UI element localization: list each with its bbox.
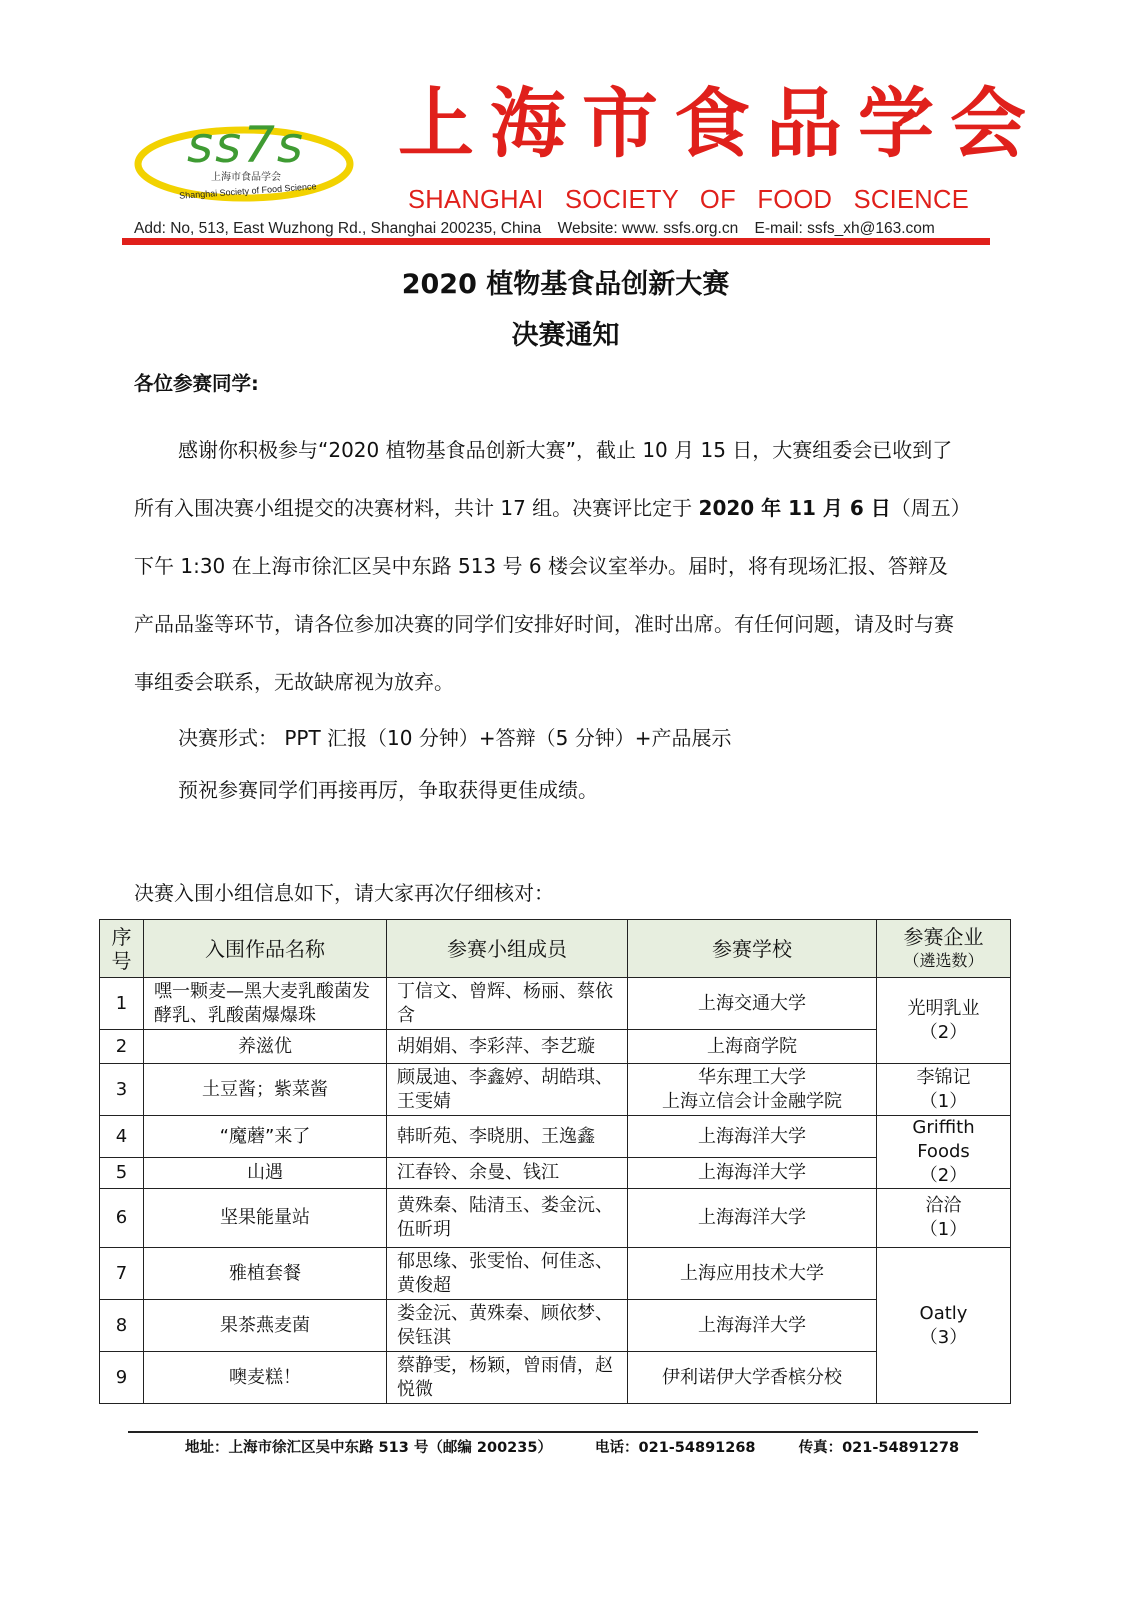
table-row xyxy=(100,1064,1011,1116)
letterhead-divider xyxy=(122,238,990,245)
cell-no: 9 xyxy=(100,1352,144,1404)
cell-school: 上海商学院 xyxy=(628,1030,877,1064)
body-paragraph xyxy=(134,421,964,711)
company-name: Griffith Foods xyxy=(912,1117,975,1162)
society-logo xyxy=(134,96,359,206)
cell-work: 土豆酱；紫菜酱 xyxy=(144,1064,387,1116)
body-text-b: （周五）下午 1:30 在上海市徐汇区吴中东路 513 号 6 楼会议室举办。届时，将有现场汇报、答辩及产品品鉴等环节，请各位参加决赛的同学们安排好时间，准时出席。有任何问题，请及时与赛事组委会联系，无故缺席视为放弃。 xyxy=(134,496,961,694)
cell-members: 黄殊秦、陆清玉、娄金沅、伍昕玥 xyxy=(387,1189,628,1248)
school-line-2: 上海立信会计金融学院 xyxy=(662,1090,842,1112)
body-text-a: 感谢你积极参与“2020 植物基食品创新大赛”，截止 10 月 15 日，大赛组委会已收到了所有入围决赛小组提交的决赛材料，共计 17 组。决赛评比定于 xyxy=(134,438,953,520)
cell-work: 噢麦糕！ xyxy=(144,1352,387,1404)
cell-work: 嘿一颗麦—黑大麦乳酸菌发酵乳、乳酸菌爆爆珠 xyxy=(144,978,387,1030)
table-row xyxy=(100,1158,1011,1189)
cell-work: 果茶燕麦菌 xyxy=(144,1300,387,1352)
company-count: （2） xyxy=(919,1165,968,1186)
company-count: （2） xyxy=(919,1021,968,1043)
cell-no: 3 xyxy=(100,1064,144,1116)
table-row xyxy=(100,1248,1011,1300)
document-title: 2020 植物基食品创新大赛 xyxy=(401,269,730,300)
cell-school: 上海海洋大学 xyxy=(628,1116,877,1158)
header-company xyxy=(877,920,1011,978)
footer-phone: 电话：021-54891268 xyxy=(595,1440,756,1456)
table-intro: 决赛入围小组信息如下，请大家再次仔细核对： xyxy=(134,881,554,905)
cell-work: 山遇 xyxy=(144,1158,387,1189)
header-members: 参赛小组成员 xyxy=(387,920,628,978)
company-count: （3） xyxy=(919,1326,968,1348)
cell-work: 养滋优 xyxy=(144,1030,387,1064)
cell-company xyxy=(877,1116,1011,1189)
table-row xyxy=(100,1300,1011,1352)
company-count: （1） xyxy=(919,1090,968,1112)
cell-company xyxy=(877,1189,1011,1248)
contact-line xyxy=(134,220,994,238)
cell-school: 伊利诺伊大学香槟分校 xyxy=(628,1352,877,1404)
cell-no: 7 xyxy=(100,1248,144,1300)
cell-company xyxy=(877,1064,1011,1116)
company-name: Oatly xyxy=(919,1302,968,1324)
final-date: 2020 年 11 月 6 日 xyxy=(698,496,891,520)
school-line-1: 华东理工大学 xyxy=(698,1066,806,1088)
cell-members: 江春铃、余曼、钱江 xyxy=(387,1158,628,1189)
table-row xyxy=(100,978,1011,1030)
header-school: 参赛学校 xyxy=(628,920,877,978)
final-format: 决赛形式： PPT 汇报（10 分钟）+答辩（5 分钟）+产品展示 xyxy=(178,726,732,750)
cell-school: 上海应用技术大学 xyxy=(628,1248,877,1300)
table-row xyxy=(100,1352,1011,1404)
footer-address: 地址：上海市徐汇区吴中东路 513 号（邮编 200235） xyxy=(185,1440,552,1456)
table-row xyxy=(100,1189,1011,1248)
cell-school: 上海海洋大学 xyxy=(628,1158,877,1189)
contact-email: E-mail: ssfs_xh@163.com xyxy=(754,220,935,237)
cell-school xyxy=(628,1064,877,1116)
footer-fax: 传真：021-54891278 xyxy=(798,1440,960,1456)
cell-members: 娄金沅、黄殊秦、顾依梦、侯钰淇 xyxy=(387,1300,628,1352)
cell-company xyxy=(877,1248,1011,1404)
cell-school: 上海海洋大学 xyxy=(628,1189,877,1248)
cell-members: 顾晟迪、李鑫婷、胡皓琪、王雯婧 xyxy=(387,1064,628,1116)
company-name: 光明乳业 xyxy=(907,997,980,1019)
contact-website: Website: www. ssfs.org.cn xyxy=(557,220,739,237)
cell-company xyxy=(877,978,1011,1064)
logo-cn-text: 上海市食品学会 xyxy=(211,172,281,183)
table-row xyxy=(100,1030,1011,1064)
cell-work: 坚果能量站 xyxy=(144,1189,387,1248)
salutation: 各位参赛同学: xyxy=(134,372,259,395)
cell-members: 胡娟娟、李彩萍、李艺璇 xyxy=(387,1030,628,1064)
company-name: 洽洽 xyxy=(925,1195,962,1216)
org-name-english: SHANGHAI SOCIETY OF FOOD SCIENCE xyxy=(408,186,970,214)
logo-mark: ss7s xyxy=(187,116,305,174)
document-subtitle: 决赛通知 xyxy=(511,320,620,351)
footer-divider xyxy=(128,1431,978,1433)
company-count: （1） xyxy=(919,1219,968,1240)
footer xyxy=(185,1436,997,1457)
logo-en-text: Shanghai Society of Food Science xyxy=(178,181,317,201)
cell-no: 5 xyxy=(100,1158,144,1189)
cell-work: 雅植套餐 xyxy=(144,1248,387,1300)
table-header-row xyxy=(100,920,1011,978)
cell-no: 8 xyxy=(100,1300,144,1352)
header-work: 入围作品名称 xyxy=(144,920,387,978)
table-row xyxy=(100,1116,1011,1158)
header-company-sub: （遴选数） xyxy=(903,950,984,970)
cell-members: 郁思缘、张雯怡、何佳忞、黄俊超 xyxy=(387,1248,628,1300)
contact-address: Add: No, 513, East Wuzhong Rd., Shanghai 200235, China xyxy=(134,220,542,237)
cell-no: 6 xyxy=(100,1189,144,1248)
header-company-label: 参赛企业 xyxy=(903,924,984,949)
cell-school: 上海海洋大学 xyxy=(628,1300,877,1352)
cell-members: 蔡静雯，杨颖，曾雨倩，赵悦微 xyxy=(387,1352,628,1404)
header-no: 序号 xyxy=(100,920,144,978)
cell-members: 丁信文、曾辉、杨丽、蔡依含 xyxy=(387,978,628,1030)
cell-members: 韩昕苑、李晓朋、王逸鑫 xyxy=(387,1116,628,1158)
cell-no: 4 xyxy=(100,1116,144,1158)
cell-no: 2 xyxy=(100,1030,144,1064)
cell-no: 1 xyxy=(100,978,144,1030)
cell-school: 上海交通大学 xyxy=(628,978,877,1030)
cell-work: “魔蘑”来了 xyxy=(144,1116,387,1158)
good-wishes: 预祝参赛同学们再接再厉，争取获得更佳成绩。 xyxy=(178,778,598,802)
org-name-chinese: 上海市食品学会 xyxy=(398,79,1042,168)
finalists-table xyxy=(99,919,1011,1404)
company-name: 李锦记 xyxy=(916,1066,971,1088)
